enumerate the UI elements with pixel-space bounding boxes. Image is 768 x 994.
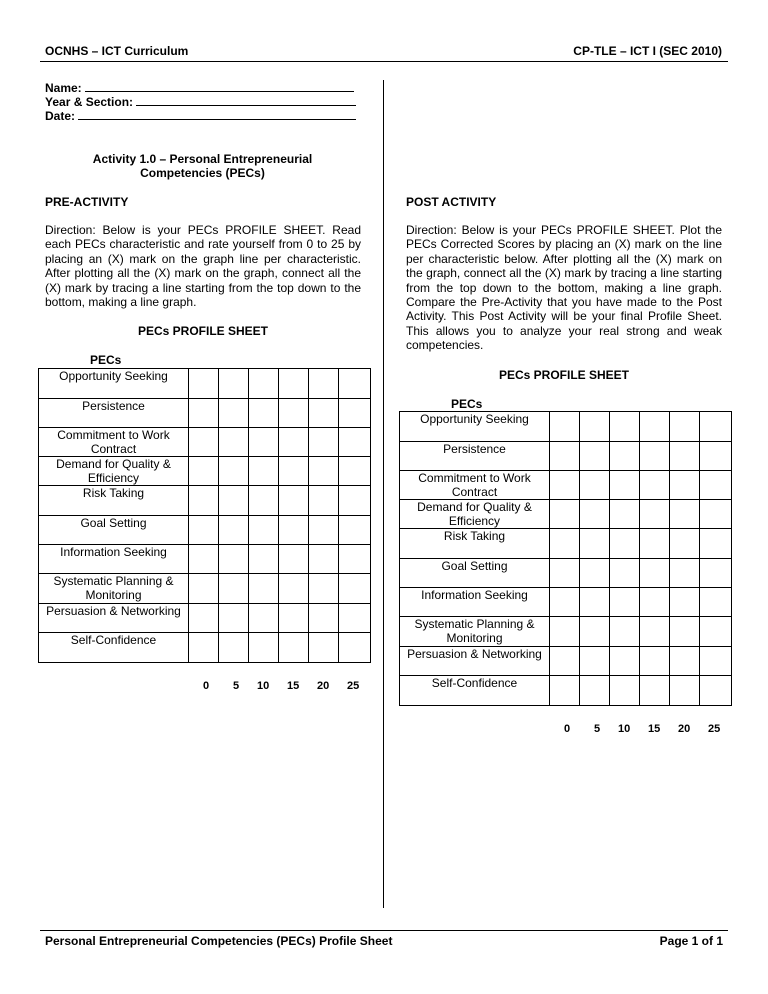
- rating-cell[interactable]: [339, 604, 371, 633]
- rating-cell[interactable]: [279, 428, 309, 457]
- rating-cell[interactable]: [640, 412, 670, 442]
- rating-cell[interactable]: [670, 412, 700, 442]
- scale-label: 20: [317, 680, 330, 692]
- rating-cell[interactable]: [580, 500, 610, 529]
- pecs-trait-label: Information Seeking: [400, 588, 550, 617]
- rating-cell[interactable]: [279, 574, 309, 604]
- name-label: Name:: [45, 81, 82, 95]
- pecs-row: [39, 399, 371, 428]
- rating-cell[interactable]: [670, 471, 700, 500]
- post-activity-heading: POST ACTIVITY: [406, 195, 497, 209]
- rating-cell[interactable]: [309, 545, 339, 574]
- rating-cell[interactable]: [249, 399, 279, 428]
- rating-cell[interactable]: [339, 399, 371, 428]
- rating-cell[interactable]: [339, 428, 371, 457]
- date-label: Date:: [45, 109, 76, 123]
- rating-cell[interactable]: [279, 399, 309, 428]
- rating-cell[interactable]: [640, 676, 670, 706]
- footer-rule: [40, 930, 728, 931]
- rating-cell[interactable]: [640, 471, 670, 500]
- rating-cell[interactable]: [640, 559, 670, 588]
- rating-cell[interactable]: [249, 486, 279, 516]
- rating-cell[interactable]: [640, 588, 670, 617]
- rating-cell[interactable]: [610, 676, 640, 706]
- year-section-label: Year & Section:: [45, 95, 134, 109]
- rating-cell[interactable]: [219, 369, 249, 399]
- rating-cell[interactable]: [219, 428, 249, 457]
- pecs-row: [400, 471, 732, 500]
- rating-cell[interactable]: [700, 442, 732, 471]
- activity-title: [45, 152, 360, 180]
- rating-cell[interactable]: [279, 545, 309, 574]
- pecs-row: [400, 500, 732, 529]
- pecs-trait-label: Risk Taking: [400, 529, 550, 559]
- pecs-trait-label: Demand for Quality & Efficiency: [39, 457, 189, 486]
- rating-cell[interactable]: [189, 516, 219, 545]
- scale-label: 10: [257, 680, 270, 692]
- pecs-row: [39, 574, 371, 604]
- post-scale-labels: [0, 723, 768, 737]
- date-field[interactable]: [45, 109, 356, 123]
- rating-cell[interactable]: [670, 442, 700, 471]
- rating-cell[interactable]: [189, 604, 219, 633]
- pecs-row: [400, 442, 732, 471]
- rating-cell[interactable]: [339, 516, 371, 545]
- rating-cell[interactable]: [580, 471, 610, 500]
- rating-cell[interactable]: [189, 486, 219, 516]
- pre-activity-heading: PRE-ACTIVITY: [45, 195, 129, 209]
- rating-cell[interactable]: [249, 574, 279, 604]
- rating-cell[interactable]: [610, 647, 640, 676]
- rating-cell[interactable]: [339, 369, 371, 399]
- rating-cell[interactable]: [219, 399, 249, 428]
- scale-label: 25: [708, 723, 721, 735]
- pecs-row: [400, 647, 732, 676]
- rating-cell[interactable]: [580, 617, 610, 647]
- rating-cell[interactable]: [580, 412, 610, 442]
- pecs-trait-label: Goal Setting: [400, 559, 550, 588]
- pecs-trait-label: Demand for Quality & Efficiency: [400, 500, 550, 529]
- rating-cell[interactable]: [580, 442, 610, 471]
- rating-cell[interactable]: [700, 588, 732, 617]
- pecs-row: [400, 617, 732, 647]
- pecs-row: [400, 529, 732, 559]
- rating-cell[interactable]: [700, 617, 732, 647]
- rating-cell[interactable]: [309, 428, 339, 457]
- scale-label: 15: [287, 680, 300, 692]
- rating-cell[interactable]: [279, 604, 309, 633]
- pecs-trait-label: Opportunity Seeking: [400, 412, 550, 442]
- pecs-row: [39, 604, 371, 633]
- scale-label: 0: [203, 680, 210, 692]
- rating-cell[interactable]: [219, 574, 249, 604]
- rating-cell[interactable]: [249, 369, 279, 399]
- rating-cell[interactable]: [700, 676, 732, 706]
- year-section-field[interactable]: [45, 95, 356, 109]
- rating-cell[interactable]: [189, 369, 219, 399]
- pecs-trait-label: Opportunity Seeking: [39, 369, 189, 399]
- rating-cell[interactable]: [189, 457, 219, 486]
- footer-title: Personal Entrepreneurial Competencies (PECs) Profile Sheet: [45, 934, 393, 948]
- rating-cell[interactable]: [550, 529, 580, 559]
- rating-cell[interactable]: [640, 500, 670, 529]
- rating-cell[interactable]: [249, 457, 279, 486]
- scale-label: 15: [648, 723, 661, 735]
- rating-cell[interactable]: [279, 369, 309, 399]
- rating-cell[interactable]: [219, 633, 249, 663]
- pre-profile-table: [38, 368, 371, 663]
- header-course-code: CP-TLE – ICT I (SEC 2010): [573, 44, 722, 58]
- rating-cell[interactable]: [189, 545, 219, 574]
- pecs-row: [39, 369, 371, 399]
- pecs-trait-label: Systematic Planning & Monitoring: [39, 574, 189, 604]
- pre-activity-direction: Direction: Below is your PECs PROFILE SHEET. Read each PECs characteristic and rate yourself from 0 to 25 by placing an (X) mark on the graph line per characteristic. After plotting all the (X) mark on the graph, connect all the (X) mark by tracing a line starting from the top down to the bottom, making a line graph.: [45, 223, 361, 310]
- scale-label: 20: [678, 723, 691, 735]
- rating-cell[interactable]: [339, 545, 371, 574]
- scale-label: 5: [594, 723, 601, 735]
- rating-cell[interactable]: [580, 559, 610, 588]
- rating-cell[interactable]: [550, 500, 580, 529]
- rating-cell[interactable]: [700, 559, 732, 588]
- rating-cell[interactable]: [339, 486, 371, 516]
- rating-cell[interactable]: [249, 545, 279, 574]
- pecs-trait-label: Persistence: [39, 399, 189, 428]
- rating-cell[interactable]: [189, 574, 219, 604]
- pecs-row: [39, 428, 371, 457]
- rating-cell[interactable]: [580, 647, 610, 676]
- rating-cell[interactable]: [550, 412, 580, 442]
- rating-cell[interactable]: [309, 457, 339, 486]
- year-section-blank[interactable]: [136, 95, 356, 106]
- rating-cell[interactable]: [700, 647, 732, 676]
- header-curriculum: OCNHS – ICT Curriculum: [45, 44, 189, 58]
- pecs-trait-label: Goal Setting: [39, 516, 189, 545]
- rating-cell[interactable]: [309, 604, 339, 633]
- rating-cell[interactable]: [610, 471, 640, 500]
- rating-cell[interactable]: [670, 676, 700, 706]
- rating-cell[interactable]: [309, 399, 339, 428]
- rating-cell[interactable]: [339, 574, 371, 604]
- rating-cell[interactable]: [550, 471, 580, 500]
- pecs-trait-label: Self-Confidence: [400, 676, 550, 706]
- pecs-row: [400, 676, 732, 706]
- pecs-trait-label: Information Seeking: [39, 545, 189, 574]
- scale-label: 10: [618, 723, 631, 735]
- rating-cell[interactable]: [670, 647, 700, 676]
- rating-cell[interactable]: [610, 559, 640, 588]
- rating-cell[interactable]: [249, 428, 279, 457]
- pecs-row: [400, 412, 732, 442]
- rating-cell[interactable]: [550, 588, 580, 617]
- rating-cell[interactable]: [309, 574, 339, 604]
- rating-cell[interactable]: [550, 676, 580, 706]
- column-divider: [383, 80, 384, 908]
- header-rule: [40, 61, 728, 62]
- pecs-trait-label: Risk Taking: [39, 486, 189, 516]
- rating-cell[interactable]: [309, 369, 339, 399]
- rating-cell[interactable]: [580, 588, 610, 617]
- rating-cell[interactable]: [610, 588, 640, 617]
- rating-cell[interactable]: [219, 604, 249, 633]
- rating-cell[interactable]: [219, 486, 249, 516]
- rating-cell[interactable]: [339, 457, 371, 486]
- pecs-row: [39, 633, 371, 663]
- rating-cell[interactable]: [249, 633, 279, 663]
- post-activity-direction: Direction: Below is your PECs PROFILE SHEET. Plot the PECs Corrected Scores by placing an (X) mark on the line per characteristic below. After plotting all the (X) mark on the graph, connect all the (X) mark by tracing a line starting from the top down to the bottom, making a line graph. Compare the Pre-Activity that you have made to the Post Activity. This Post Activity will be your final Profile Sheet. This allows you to analyze your real strong and weak competencies.: [406, 223, 722, 353]
- rating-cell[interactable]: [249, 516, 279, 545]
- pecs-trait-label: Systematic Planning & Monitoring: [400, 617, 550, 647]
- rating-cell[interactable]: [640, 617, 670, 647]
- scale-label: 5: [233, 680, 240, 692]
- rating-cell[interactable]: [309, 516, 339, 545]
- rating-cell[interactable]: [670, 529, 700, 559]
- rating-cell[interactable]: [610, 500, 640, 529]
- name-field[interactable]: [45, 81, 356, 95]
- date-blank[interactable]: [78, 109, 356, 120]
- rating-cell[interactable]: [550, 559, 580, 588]
- rating-cell[interactable]: [309, 633, 339, 663]
- rating-cell[interactable]: [219, 457, 249, 486]
- pre-profile-sheet-title: PECs PROFILE SHEET: [137, 324, 269, 338]
- rating-cell[interactable]: [700, 412, 732, 442]
- student-info-fields: [45, 81, 356, 123]
- rating-cell[interactable]: [339, 633, 371, 663]
- post-profile-sheet-title: PECs PROFILE SHEET: [498, 368, 630, 382]
- name-blank[interactable]: [85, 81, 354, 92]
- activity-title-line2: Competencies (PECs): [140, 166, 265, 180]
- activity-title-line1: Activity 1.0 – Personal Entrepreneurial: [92, 152, 313, 166]
- pre-pecs-label: PECs: [90, 353, 122, 367]
- pecs-trait-label: Commitment to Work Contract: [39, 428, 189, 457]
- rating-cell[interactable]: [550, 617, 580, 647]
- pecs-trait-label: Persuasion & Networking: [39, 604, 189, 633]
- rating-cell[interactable]: [189, 428, 219, 457]
- pecs-row: [39, 545, 371, 574]
- pecs-row: [400, 588, 732, 617]
- rating-cell[interactable]: [670, 588, 700, 617]
- rating-cell[interactable]: [700, 471, 732, 500]
- pecs-row: [400, 559, 732, 588]
- rating-cell[interactable]: [610, 442, 640, 471]
- pecs-row: [39, 516, 371, 545]
- rating-cell[interactable]: [279, 457, 309, 486]
- scale-label: 0: [564, 723, 571, 735]
- pecs-trait-label: Commitment to Work Contract: [400, 471, 550, 500]
- rating-cell[interactable]: [550, 442, 580, 471]
- rating-cell[interactable]: [219, 516, 249, 545]
- rating-cell[interactable]: [700, 500, 732, 529]
- rating-cell[interactable]: [610, 412, 640, 442]
- rating-cell[interactable]: [309, 486, 339, 516]
- rating-cell[interactable]: [249, 604, 279, 633]
- footer-page-number: Page 1 of 1: [659, 934, 723, 948]
- rating-cell[interactable]: [640, 647, 670, 676]
- rating-cell[interactable]: [700, 529, 732, 559]
- rating-cell[interactable]: [640, 529, 670, 559]
- rating-cell[interactable]: [610, 529, 640, 559]
- rating-cell[interactable]: [670, 500, 700, 529]
- post-pecs-label: PECs: [451, 397, 483, 411]
- rating-cell[interactable]: [670, 559, 700, 588]
- pecs-trait-label: Persuasion & Networking: [400, 647, 550, 676]
- rating-cell[interactable]: [580, 529, 610, 559]
- rating-cell[interactable]: [219, 545, 249, 574]
- pecs-row: [39, 457, 371, 486]
- rating-cell[interactable]: [279, 633, 309, 663]
- rating-cell[interactable]: [189, 399, 219, 428]
- rating-cell[interactable]: [640, 442, 670, 471]
- pecs-row: [39, 486, 371, 516]
- pecs-trait-label: Self-Confidence: [39, 633, 189, 663]
- post-profile-table: [399, 411, 732, 706]
- rating-cell[interactable]: [550, 647, 580, 676]
- scale-label: 25: [347, 680, 360, 692]
- rating-cell[interactable]: [279, 486, 309, 516]
- rating-cell[interactable]: [279, 516, 309, 545]
- pecs-trait-label: Persistence: [400, 442, 550, 471]
- rating-cell[interactable]: [610, 617, 640, 647]
- rating-cell[interactable]: [670, 617, 700, 647]
- rating-cell[interactable]: [189, 633, 219, 663]
- rating-cell[interactable]: [580, 676, 610, 706]
